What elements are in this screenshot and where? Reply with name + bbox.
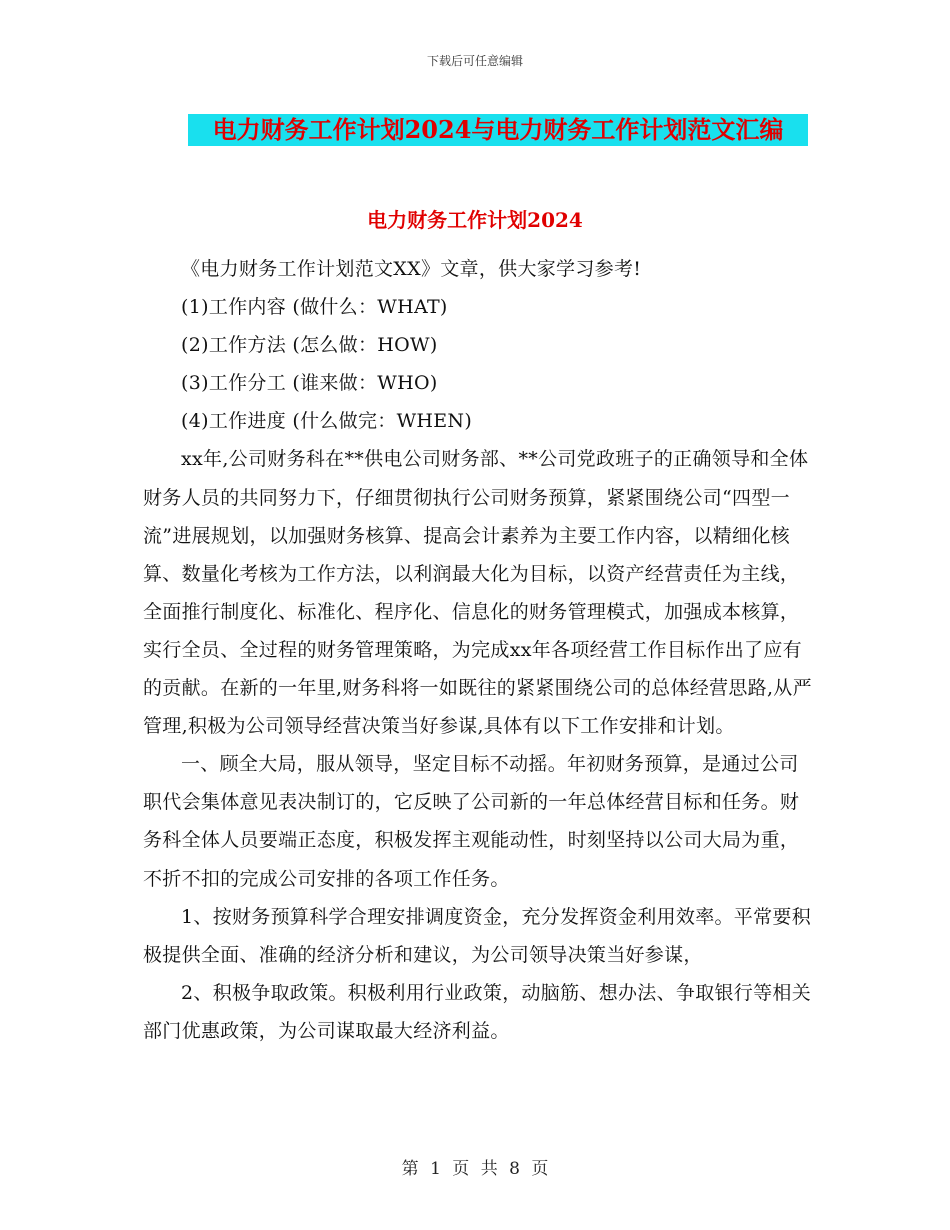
paragraph-point-1: 1、按财务预算科学合理安排调度资金，充分发挥资金利用效率。平常要积极提供全面、准确的经济分析和建议，为公司领导决策当好参谋，	[143, 905, 811, 966]
section-title: 电力财务工作计划2024	[367, 208, 583, 232]
header-note: 下载后可任意编辑	[426, 54, 523, 68]
paragraph-item-2: (2)工作方法 (怎么做：HOW)	[181, 334, 438, 357]
paragraph-intro: 《电力财务工作计划范文XX》文章，供大家学习参考!	[181, 258, 642, 280]
paragraph-item-1: (1)工作内容 (做什么：WHAT)	[181, 296, 448, 319]
paragraph-section-one: 一、顾全大局，服从领导，坚定目标不动摇。年初财务预算，是通过公司职代会集体意见表决制订的，它反映了公司新的一年总体经营目标和任务。财务科全体人员要端正态度，积极发挥主观能动性，时刻坚持以公司大局为重，不折不扣的完成公司安排的各项工作任务。	[143, 753, 800, 890]
document-body	[143, 250, 813, 1050]
paragraph-summary: xx年,公司财务科在**供电公司财务部、**公司党政班子的正确领导和全体财务人员的共同努力下，仔细贯彻执行公司财务预算，紧紧围绕公司“四型一流”进展规划，以加强财务核算、提高会计素养为主要工作内容，以精细化核算、数量化考核为工作方法，以利润最大化为目标，以资产经营责任为主线，全面推行制度化、标准化、程序化、信息化的财务管理模式，加强成本核算，实行全员、全过程的财务管理策略，为完成xx年各项经营工作目标作出了应有的贡献。在新的一年里,财务科将一如既往的紧紧围绕公司的总体经营思路,从严管理,积极为公司领导经营决策当好参谋,具体有以下工作安排和计划。	[143, 448, 812, 738]
paragraph-item-4: (4)工作进度 (什么做完：WHEN)	[181, 410, 473, 433]
paragraph-item-3: (3)工作分工 (谁来做：WHO)	[181, 372, 438, 395]
paragraph-point-2: 2、积极争取政策。积极利用行业政策，动脑筋、想办法、争取银行等相关部门优惠政策，为公司谋取最大经济利益。	[143, 981, 811, 1042]
page-footer: 第 1 页 共 8 页	[401, 1159, 549, 1179]
document-main-title: 电力财务工作计划2024与电力财务工作计划范文汇编	[188, 114, 808, 146]
